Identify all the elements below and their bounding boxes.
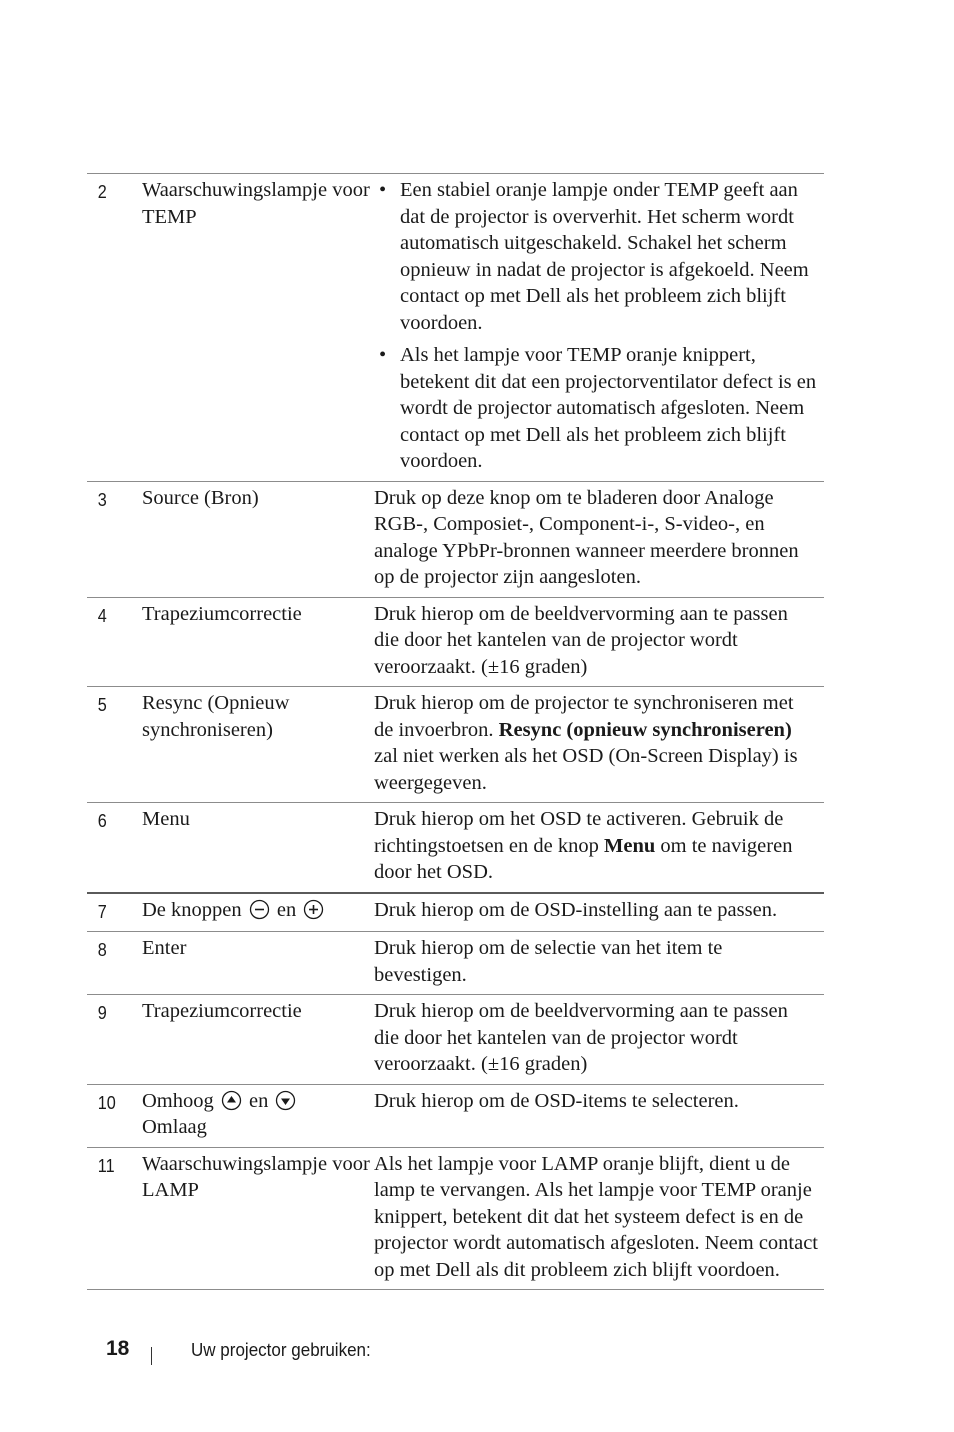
item-name: Resync (Opnieuw synchroniseren) (142, 692, 290, 741)
minus-circle-icon (249, 899, 270, 920)
bullet-mark: • (379, 179, 387, 201)
desc-text: zal niet werken als het OSD (On-Screen Display) is weergegeven. (374, 745, 798, 794)
page-footer (0, 1335, 954, 1367)
list-item (379, 342, 818, 475)
item-number: 4 (97, 605, 107, 626)
plus-circle-icon (303, 899, 324, 920)
table-row (87, 481, 824, 597)
page-number: 18 (106, 1337, 130, 1360)
item-number: 7 (97, 901, 107, 922)
item-description: Druk hierop om de OSD-items te selecteren. (374, 1089, 739, 1112)
item-description: Druk hierop om de beeldvervorming aan te passen die door het kantelen van de projector wordt veroorzaakt. (±16 graden) (374, 602, 788, 678)
control-panel-table (87, 173, 824, 1290)
list-item (379, 177, 818, 336)
table-row (87, 597, 824, 687)
desc-text: Druk hierop om het OSD te activeren. Gebruik de richtingstoetsen en de knop (374, 808, 784, 857)
name-text: Omhoog (142, 1089, 214, 1112)
item-description: Druk op deze knop om te bladeren door Analoge RGB-, Composiet-, Component-i-, S-video-, en analoge YPbPr-bronnen wanneer meerdere bronnen op de projector zijn aangesloten. (374, 486, 799, 588)
item-name: Menu (142, 808, 190, 830)
item-description: Druk hierop om de selectie van het item te bevestigen. (374, 937, 723, 986)
desc-text: Druk hierop om de projector te synchroniseren met de invoerbron. (374, 692, 794, 741)
item-number: 9 (97, 1003, 107, 1023)
item-name (142, 1084, 374, 1147)
table-row (87, 174, 824, 482)
item-name: Waarschuwingslampje voor LAMP (142, 1152, 370, 1201)
item-number: 6 (97, 811, 107, 831)
item-number: 3 (97, 489, 107, 510)
table-row (87, 1084, 824, 1147)
item-name (142, 893, 374, 932)
item-name: Waarschuwingslampje voor TEMP (142, 179, 370, 228)
item-description: Druk hierop om de OSD-instelling aan te passen. (374, 898, 778, 921)
desc-text: om te navigeren door het OSD. (374, 834, 793, 883)
item-number: 5 (97, 695, 107, 715)
item-name: Source (Bron) (142, 486, 259, 509)
item-number: 10 (97, 1092, 116, 1113)
desc-emphasis: Resync (opnieuw synchroniseren) (498, 718, 792, 741)
bullet-text: Als het lampje voor TEMP oranje knippert, betekent dit dat een projectorventilator defect is en wordt de projector automatisch afgesloten. Neem contact op met Dell als het probleem zich blijft voordoen. (400, 344, 817, 472)
item-description: Druk hierop om de beeldvervorming aan te passen die door het kantelen van de projector wordt veroorzaakt. (±16 graden) (374, 1000, 788, 1075)
item-description (374, 803, 824, 893)
down-arrow-circle-icon (275, 1090, 296, 1111)
name-text: en (276, 898, 297, 921)
item-number: 2 (97, 182, 107, 202)
item-name: Trapeziumcorrectie (142, 1000, 302, 1022)
item-name: Enter (142, 937, 187, 959)
desc-emphasis: Menu (604, 834, 656, 857)
table-row (87, 687, 824, 803)
item-description (374, 174, 824, 482)
table-row (87, 803, 824, 893)
table-row (87, 893, 824, 932)
bullet-mark: • (379, 344, 387, 366)
up-arrow-circle-icon (221, 1090, 242, 1111)
table-row (87, 1147, 824, 1290)
table-row (87, 932, 824, 995)
section-title: Uw projector gebruiken: (191, 1339, 371, 1360)
table-row (87, 995, 824, 1085)
bullet-text: Een stabiel oranje lampje onder TEMP geeft aan dat de projector is oververhit. Het scherm wordt automatisch uitgeschakeld. Schakel het scherm opnieuw in nadat de projector is afgekoeld. Neem contact op met Dell als het probleem zich blijft voordoen. (400, 179, 809, 334)
item-number: 8 (97, 940, 107, 960)
name-text: Omlaag (142, 1116, 207, 1138)
name-text: De knoppen (142, 898, 242, 921)
item-description: Als het lampje voor LAMP oranje blijft, dient u de lamp te vervangen. Als het lampje voor TEMP oranje knippert, betekent dit dat het systeem defect is en de projector wordt automatisch afgesloten. Neem contact op met Dell als dit probleem zich blijft voordoen. (374, 1152, 819, 1281)
bullet-list (379, 177, 818, 475)
name-text: en (249, 1089, 269, 1112)
item-description (374, 687, 824, 803)
footer-divider (151, 1347, 152, 1365)
item-name: Trapeziumcorrectie (142, 602, 302, 625)
item-number: 11 (97, 1155, 115, 1176)
